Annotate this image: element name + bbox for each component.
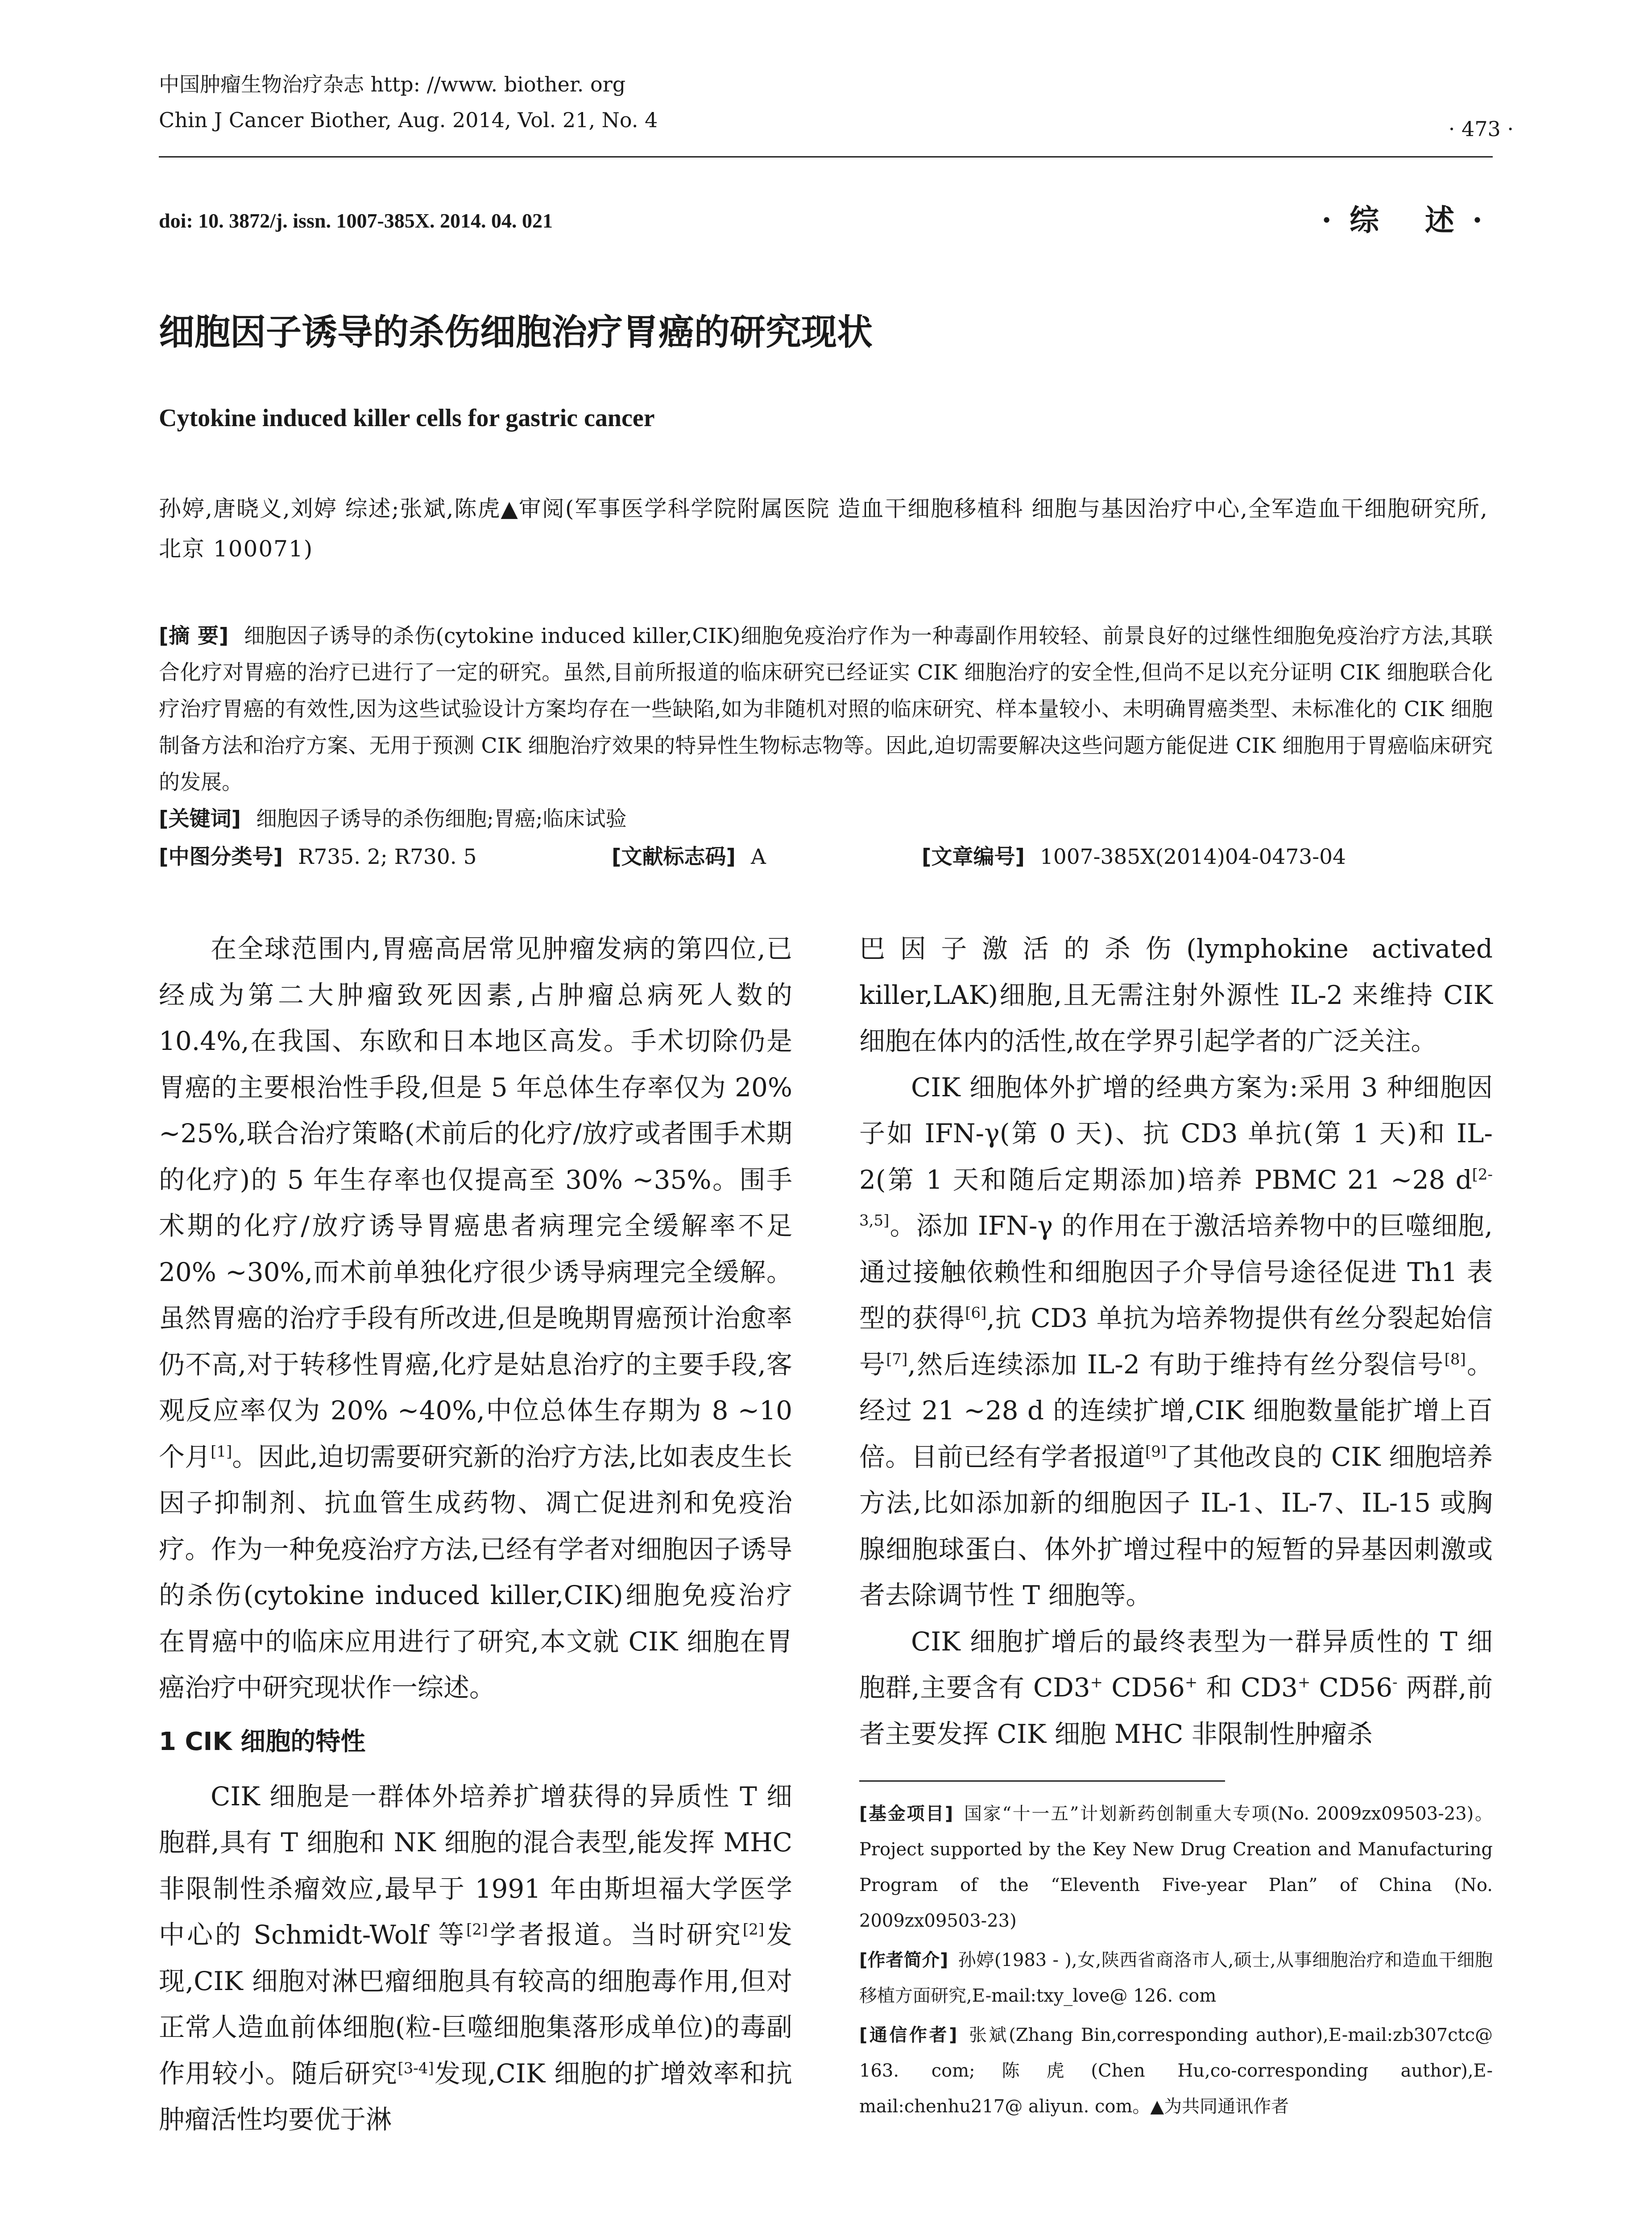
footnote-rule: [859, 1780, 1225, 1782]
section-heading: 1 CIK 细胞的特性: [159, 1727, 366, 1756]
footnote-author: [859, 1942, 1493, 2014]
paragraph-text: 发现,CIK 细胞对淋巴瘤细胞具有较高的细胞毒作用,但对正常人造血前体细胞(粒-巨噬细胞集落形成单位)的毒副作用较小。随后研究: [159, 1920, 792, 2089]
paragraph-text: CD56: [1310, 1672, 1393, 1703]
paragraph-text: 了其他改良的 CIK 细胞培养方法,比如添加新的细胞因子 IL-1、IL-7、IL-15 或胸腺细胞球蛋白、体外扩增过程中的短暂的异基因刺激或者去除调节性 T 细胞等。: [859, 1441, 1493, 1610]
superscript: +: [1090, 1673, 1103, 1692]
body-left-column: [159, 926, 792, 2143]
classification-row: [159, 839, 1493, 875]
citation-ref[interactable]: [2]: [466, 1920, 488, 1939]
doc-code-label: [文献标志码]: [612, 845, 736, 869]
superscript: +: [1184, 1673, 1198, 1692]
footnote-fund: [859, 1796, 1493, 1939]
title-cn: 细胞因子诱导的杀伤细胞治疗胃癌的研究现状: [159, 311, 873, 353]
journal-citation-en: Chin J Cancer Biother, Aug. 2014, Vol. 21, No. 4: [159, 108, 658, 132]
paragraph-text: 两群,前者主要发挥 CIK 细胞 MHC 非限制性肿瘤杀: [859, 1672, 1493, 1749]
paragraph-text: CD56: [1103, 1672, 1185, 1703]
citation-ref[interactable]: [6]: [965, 1304, 987, 1322]
footnote-text: 国家“十一五”计划新药创制重大专项(No. 2009zx09503-23)。Project supported by the Key New Drug Creation and Manufacturing Program of the “Eleventh Five-year Plan” of China (No. 2009zx09503-23): [859, 1804, 1493, 1931]
header-rule: [159, 156, 1493, 158]
paragraph-text: 。添加 IFN-γ 的作用在于激活培养物中的巨噬细胞,通过接触依赖性和细胞因子介导信号途径促进 Th1 表型的获得: [859, 1211, 1493, 1333]
citation-ref[interactable]: [7]: [886, 1350, 908, 1368]
footnote-label: [基金项目]: [859, 1804, 953, 1824]
clc: [159, 839, 477, 875]
article-number-value: 1007-385X(2014)04-0473-04: [1039, 845, 1346, 869]
paragraph: [859, 926, 1493, 1065]
body-right-column: [859, 926, 1493, 1757]
citation-ref[interactable]: [2-3,5]: [859, 1165, 1493, 1230]
paragraph-text: 发现,CIK 细胞的扩增效率和抗肿瘤活性均要优于淋: [159, 2058, 792, 2135]
article-number: [922, 839, 1346, 875]
title-en: Cytokine induced killer cells for gastric cancer: [159, 404, 655, 432]
keywords-label: [关键词]: [159, 807, 241, 831]
paragraph: [859, 1619, 1493, 1758]
doc-code: [612, 839, 766, 875]
superscript: -: [1392, 1673, 1398, 1692]
paragraph-text: 和 CD3: [1197, 1672, 1298, 1703]
paragraph-text: 学者报道。当时研究: [488, 1920, 743, 1950]
citation-ref[interactable]: [9]: [1145, 1443, 1167, 1461]
superscript: +: [1297, 1673, 1311, 1692]
paragraph: [859, 1065, 1493, 1619]
keywords-text: 细胞因子诱导的杀伤细胞;胃癌;临床试验: [256, 807, 627, 831]
page-number: · 473 ·: [1448, 117, 1514, 141]
citation-ref[interactable]: [1]: [211, 1443, 232, 1461]
footnote-text: 张斌(Zhang Bin,corresponding author),E-mail:zb307ctc@ 163. com;陈虎(Chen Hu,co-corresponding author),E-mail:chenhu217@ aliyun. com。▲为共同通讯作者: [859, 2025, 1493, 2117]
clc-label: [中图分类号]: [159, 845, 283, 869]
paragraph-text: 。因此,迫切需要研究新的治疗方法,比如表皮生长因子抑制剂、抗血管生成药物、凋亡促进剂和免疫治疗。作为一种免疫治疗方法,已经有学者对细胞因子诱导的杀伤(cytokine induced killer,CIK)细胞免疫治疗在胃癌中的临床应用进行了研究,本文就 CIK 细胞在胃癌治疗中研究现状作一综述。: [159, 1441, 792, 1703]
paragraph-text: ,抗 CD3 单抗为培养物提供有丝分裂起始信号: [859, 1303, 1493, 1380]
journal-name-cn: 中国肿瘤生物治疗杂志 http: //www. biother. org: [159, 72, 626, 96]
paragraph-text: 。经过 21 ~28 d 的连续扩增,CIK 细胞数量能扩增上百倍。目前已经有学者报道: [859, 1349, 1493, 1472]
paragraph-text: CIK 细胞体外扩增的经典方案为:采用 3 种细胞因子如 IFN-γ(第 0 天)、抗 CD3 单抗(第 1 天)和 IL-2(第 1 天和随后定期添加)培养 PBMC 21 ~28 d: [859, 1072, 1493, 1195]
article-number-label: [文章编号]: [922, 845, 1025, 869]
doc-code-value: A: [750, 845, 766, 869]
citation-ref[interactable]: [8]: [1444, 1350, 1466, 1368]
doi[interactable]: doi: 10. 3872/j. issn. 1007-385X. 2014. 04. 021: [159, 209, 553, 232]
footnote-text: 孙婷(1983 - ),女,陕西省商洛市人,硕士,从事细胞治疗和造血干细胞移植方面研究,E-mail:txy_love@ 126. com: [859, 1950, 1493, 2006]
keywords: [159, 801, 1493, 838]
section-tag: ·综 述·: [1321, 203, 1500, 237]
abstract: [159, 618, 1493, 801]
paragraph-text: ,然后连续添加 IL-2 有助于维持有丝分裂信号: [907, 1349, 1445, 1380]
abstract-text: 细胞因子诱导的杀伤(cytokine induced killer,CIK)细胞免疫治疗作为一种毒副作用较轻、前景良好的过继性细胞免疫治疗方法,其联合化疗对胃癌的治疗已进行了一定的研究。虽然,目前所报道的临床研究已经证实 CIK 细胞治疗的安全性,但尚不足以充分证明 CIK 细胞联合化疗治疗胃癌的有效性,因为这些试验设计方案均存在一些缺陷,如为非随机对照的临床研究、样本量较小、未明确胃癌类型、未标准化的 CIK 细胞制备方法和治疗方案、无用于预测 CIK 细胞治疗效果的特异性生物标志物等。因此,迫切需要解决这些问题方能促进 CIK 细胞用于胃癌临床研究的发展。: [159, 624, 1493, 795]
footnotes: [859, 1796, 1493, 2128]
clc-value: R735. 2; R730. 5: [298, 845, 477, 869]
paragraph: [159, 1774, 792, 2143]
paragraph-text: 巴因子激活的杀伤(lymphokine activated killer,LAK)细胞,且无需注射外源性 IL-2 来维持 CIK 细胞在体内的活性,故在学界引起学者的广泛关注。: [859, 933, 1493, 1056]
paragraph-text: 在全球范围内,胃癌高居常见肿瘤发病的第四位,已经成为第二大肿瘤致死因素,占肿瘤总病死人数的 10.4%,在我国、东欧和日本地区高发。手术切除仍是胃癌的主要根治性手段,但是 5 年总体生存率仅为 20% ~25%,联合治疗策略(术前后的化疗/放疗或者围手术期的化疗)的 5 年生存率也仅提高至 30% ~35%。围手术期的化疗/放疗诱导胃癌患者病理完全缓解率不足 20% ~30%,而术前单独化疗很少诱导病理完全缓解。虽然胃癌的治疗手段有所改进,但是晚期胃癌预计治愈率仍不高,对于转移性胃癌,化疗是姑息治疗的主要手段,客观反应率仅为 20% ~40%,中位总体生存期为 8 ~10 个月: [159, 933, 792, 1472]
authors-affiliation: 孙婷,唐晓义,刘婷 综述;张斌,陈虎▲审阅(军事医学科学院附属医院 造血干细胞移植科 细胞与基因治疗中心,全军造血干细胞研究所,北京 100071): [159, 496, 1488, 562]
citation-ref[interactable]: [3-4]: [397, 2059, 434, 2078]
paragraph-text: CIK 细胞是一群体外培养扩增获得的异质性 T 细胞群,具有 T 细胞和 NK 细胞的混合表型,能发挥 MHC 非限制性杀瘤效应,最早于 1991 年由斯坦福大学医学中心的 Schmidt-Wolf 等: [159, 1781, 792, 1950]
citation-ref[interactable]: [2]: [742, 1920, 765, 1939]
paragraph-text: CIK 细胞扩增后的最终表型为一群异质性的 T 细胞群,主要含有 CD3: [859, 1626, 1493, 1703]
footnote-label: [作者简介]: [859, 1950, 948, 1970]
paragraph: [159, 926, 792, 1711]
abstract-label: [摘 要]: [159, 624, 229, 648]
footnote-corresponding: [859, 2017, 1493, 2124]
footnote-label: [通信作者]: [859, 2025, 957, 2045]
